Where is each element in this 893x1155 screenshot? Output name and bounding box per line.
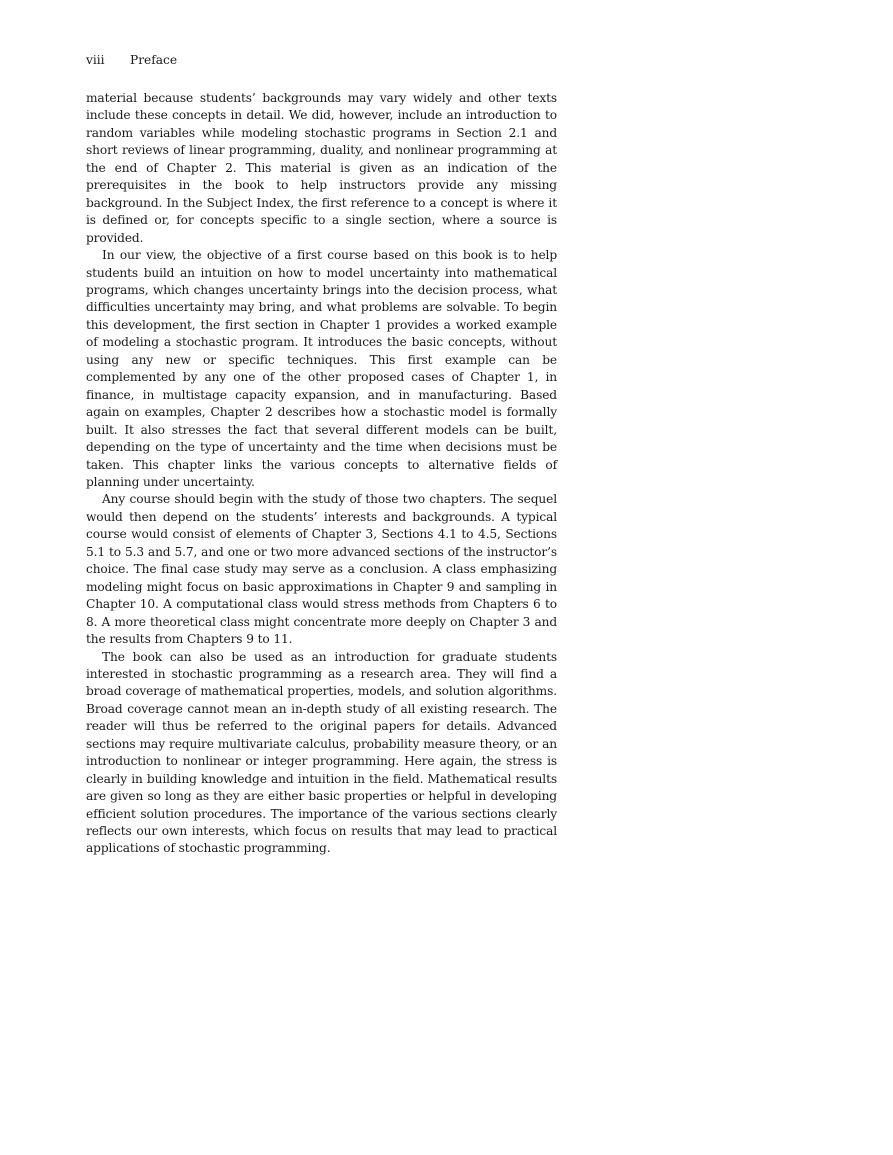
book-page bbox=[86, 52, 557, 858]
paragraph-course-objective: In our view, the objective of a first course based on this book is to help students build an intuition on how to model uncertainty into mathematical programs, which changes uncertainty brings into the decision process, what difficulties uncertainty may bring, and what problems are solvable. To begin this development, the first section in Chapter 1 provides a worked example of modeling a stochastic program. It introduces the basic concepts, without using any new or specific techniques. This first example can be complemented by any one of the other proposed cases of Chapter 1, in finance, in multistage capacity expansion, and in manufacturing. Based again on examples, Chapter 2 describes how a stochastic model is formally built. It also stresses the fact that several different models can be built, depending on the type of uncertainty and the time when decisions must be taken. This chapter links the various concepts to alternative fields of planning under uncertainty. bbox=[86, 248, 557, 489]
body-text bbox=[86, 90, 557, 858]
running-head bbox=[86, 52, 557, 69]
paragraph-graduate-use: The book can also be used as an introduction for graduate students interested in stochastic programming as a research area. They will find a broad coverage of mathematical properties, models, and solution algorithms. Broad coverage cannot mean an in-depth study of all existing research. The reader will thus be referred to the original papers for details. Advanced sections may require multivariate calculus, probability measure theory, or an introduction to nonlinear or integer programming. Here again, the stress is clearly in building knowledge and intuition in the field. Mathematical results are given so long as they are either basic properties or helpful in developing efficient solution procedures. The importance of the various sections clearly reflects our own interests, which focus on results that may lead to practical applications of stochastic programming. bbox=[86, 649, 557, 856]
section-title: Preface bbox=[130, 53, 178, 67]
page-number: viii bbox=[86, 53, 105, 67]
paragraph-continuation: material because students’ backgrounds may vary widely and other texts include these concepts in detail. We did, however, include an introduction to random variables while modeling stochastic programs in Section 2.1 and short reviews of linear programming, duality, and nonlinear programming at the end of Chapter 2. This material is given as an indication of the prerequisites in the book to help instructors provide any missing background. In the Subject Index, the first reference to a concept is where it is defined or, for concepts specific to a single section, where a source is provided. bbox=[86, 91, 557, 245]
paragraph-course-structure: Any course should begin with the study of those two chapters. The sequel would then depend on the students’ interests and backgrounds. A typical course would consist of elements of Chapter 3, Sections 4.1 to 4.5, Sections 5.1 to 5.3 and 5.7, and one or two more advanced sections of the instructor’s choice. The final case study may serve as a conclusion. A class emphasizing modeling might focus on basic approximations in Chapter 9 and sampling in Chapter 10. A computational class would stress methods from Chapters 6 to 8. A more theoretical class might concentrate more deeply on Chapter 3 and the results from Chapters 9 to 11. bbox=[86, 492, 557, 647]
